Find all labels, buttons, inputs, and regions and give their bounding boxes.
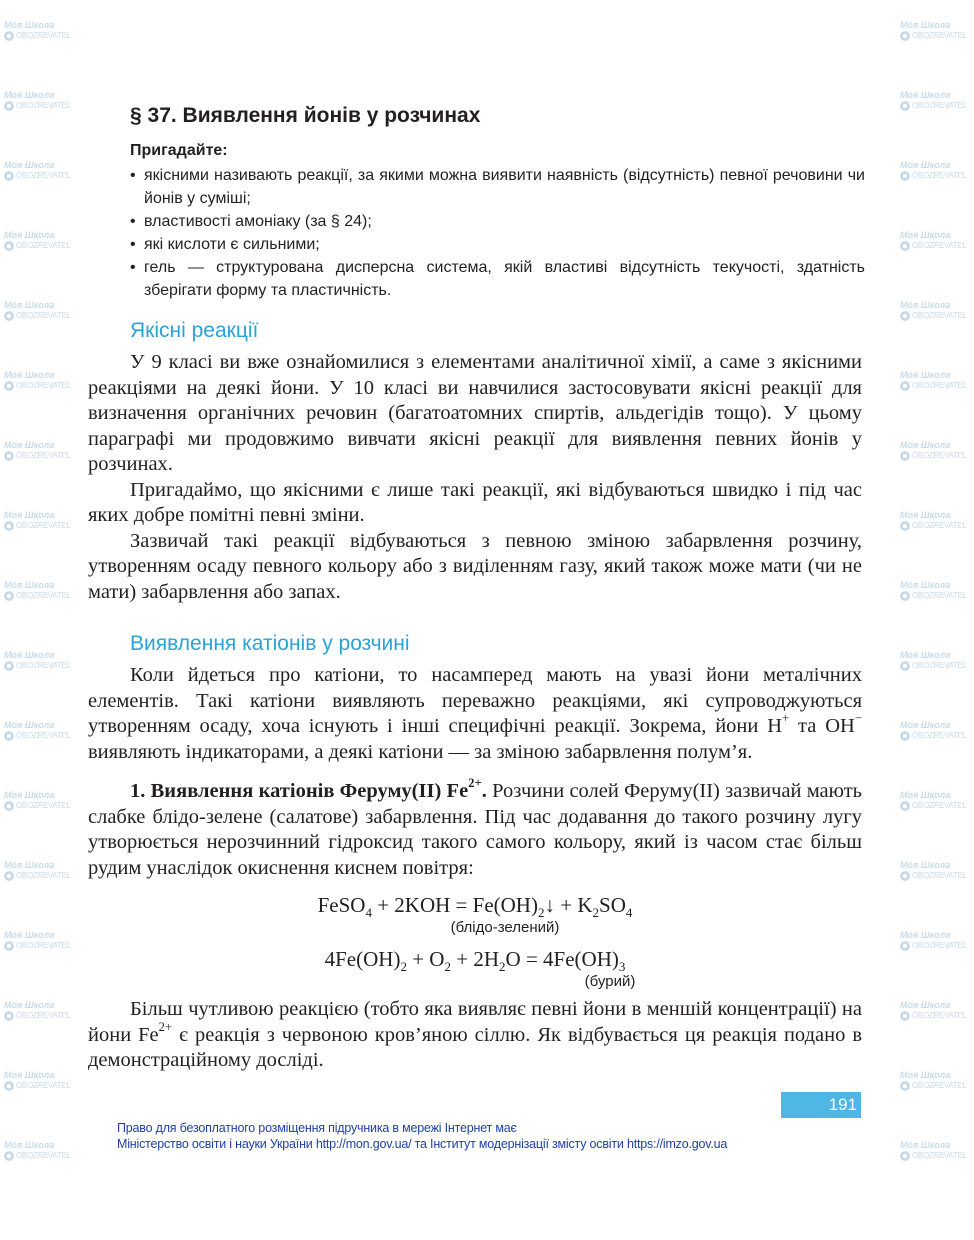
- watermark-school-text: Моя Школа: [900, 650, 951, 660]
- watermark-school-text: Моя Школа: [900, 20, 951, 30]
- watermark-school-text: Моя Школа: [900, 580, 951, 590]
- watermark-school-text: Моя Школа: [900, 790, 951, 800]
- equation-2: $4Fe(OH)_2 + O_2 + 2H_2O = 4Fe(OH)_3$: [324, 947, 626, 975]
- watermark-school-text: Моя Школа: [4, 860, 55, 870]
- remember-item: • якісними називають реакції, за якими можна виявити наявність (відсутність) певної речовини чи йонів у суміші;: [130, 164, 865, 210]
- watermark-brand-text: OBOZREVATEL: [16, 311, 71, 320]
- watermark-school-text: Моя Школа: [900, 1000, 951, 1010]
- watermark-school-text: Моя Школа: [900, 300, 951, 310]
- watermark-school-text: Моя Школа: [4, 1070, 55, 1080]
- watermark-school-text: Моя Школа: [4, 720, 55, 730]
- page-number: 191: [781, 1092, 861, 1118]
- footer-line-2: Міністерство освіти і науки України http://mon.gov.ua/ та Інститут модернізації змісту освіти https://imzo.gov.ua: [117, 1136, 728, 1151]
- watermark-brand-text: OBOZREVATEL: [16, 1011, 71, 1020]
- bullet-icon: •: [130, 259, 136, 276]
- remember-item: • властивості амоніаку (за § 24);: [130, 210, 865, 233]
- remember-item: • які кислоти є сильними;: [130, 233, 865, 256]
- watermark-brand-text: OBOZREVATEL: [912, 241, 967, 250]
- watermark-brand-text: OBOZREVATEL: [16, 661, 71, 670]
- watermark-school-text: Моя Школа: [4, 300, 55, 310]
- page-title: § 37. Виявлення йонів у розчинах: [130, 104, 481, 127]
- section-heading-qualitative-reactions: Якісні реакції: [130, 319, 259, 342]
- watermark-school-text: Моя Школа: [900, 930, 951, 940]
- watermark-school-text: Моя Школа: [900, 1140, 951, 1150]
- watermark-school-text: Моя Школа: [4, 790, 55, 800]
- footer-copyright: [117, 1120, 877, 1152]
- watermark-brand-text: OBOZREVATEL: [16, 381, 71, 390]
- watermark-brand-text: OBOZREVATEL: [912, 521, 967, 530]
- watermark-school-text: Моя Школа: [4, 440, 55, 450]
- watermark-brand-text: OBOZREVATEL: [912, 101, 967, 110]
- remember-box: [130, 141, 865, 302]
- equation-1: FeSO$_4$ + $2KOH = Fe(OH)_2↓ + K_2SO_4$: [317, 893, 633, 921]
- watermark-brand-text: OBOZREVATEL: [912, 731, 967, 740]
- watermark-brand-text: OBOZREVATEL: [912, 871, 967, 880]
- section2-intro: [88, 663, 862, 765]
- watermark-brand-text: OBOZREVATEL: [16, 731, 71, 740]
- watermark-brand-text: OBOZREVATEL: [912, 801, 967, 810]
- closing-text: [88, 997, 862, 1074]
- watermark-brand-text: OBOZREVATEL: [912, 171, 967, 180]
- paragraph: Зазвичай такі реакції відбуваються з певною зміною забарвлення розчину, утворенням осаду певного кольору або з виділенням газу, який також може мати (чи не мати) забарвлення або запах.: [88, 529, 862, 603]
- section1-text: [88, 350, 862, 605]
- watermark-school-text: Моя Школа: [900, 860, 951, 870]
- bullet-icon: •: [130, 213, 136, 230]
- section-heading-cation-detection: Виявлення катіонів у розчині: [130, 632, 410, 655]
- watermark-school-text: Моя Школа: [900, 370, 951, 380]
- equation-2-note: (бурий): [584, 973, 636, 990]
- watermark-brand-text: OBOZREVATEL: [912, 381, 967, 390]
- watermark-brand-text: OBOZREVATEL: [912, 311, 967, 320]
- watermark-school-text: Моя Школа: [4, 510, 55, 520]
- watermark-brand-text: OBOZREVATEL: [912, 1151, 967, 1160]
- paragraph: 1. Виявлення катіонів Феруму(II) $Fe^{2+}$. Розчини солей Феруму(II) зазвичай мають слабке блідо-зелене (салатове) забарвлення. Під час додавання до такого розчину лугу утворюється нерозчинний гідроксид такого самого кольору, який із часом стає більш рудим унаслідок окиснення киснем повітря:: [88, 776, 862, 879]
- watermark-brand-text: OBOZREVATEL: [912, 451, 967, 460]
- watermark-brand-text: OBOZREVATEL: [912, 661, 967, 670]
- watermark-brand-text: OBOZREVATEL: [16, 451, 71, 460]
- watermark-brand-text: OBOZREVATEL: [912, 941, 967, 950]
- item1-heading: 1. Виявлення катіонів Феруму(II) $Fe^{2+}$.: [130, 776, 487, 802]
- watermark-brand-text: OBOZREVATEL: [16, 101, 71, 110]
- watermark-brand-text: OBOZREVATEL: [16, 871, 71, 880]
- watermark-school-text: Моя Школа: [4, 160, 55, 170]
- watermark-school-text: Моя Школа: [900, 230, 951, 240]
- watermark-brand-text: OBOZREVATEL: [912, 1011, 967, 1020]
- watermark-school-text: Моя Школа: [4, 370, 55, 380]
- watermark-brand-text: OBOZREVATEL: [16, 801, 71, 810]
- watermark-brand-text: OBOZREVATEL: [16, 1081, 71, 1090]
- watermark-school-text: Моя Школа: [900, 1070, 951, 1080]
- bullet-icon: •: [130, 167, 136, 184]
- watermark-school-text: Моя Школа: [900, 90, 951, 100]
- watermark-brand-text: OBOZREVATEL: [912, 591, 967, 600]
- watermark-brand-text: OBOZREVATEL: [16, 591, 71, 600]
- watermark-school-text: Моя Школа: [900, 160, 951, 170]
- watermark-brand-text: OBOZREVATEL: [16, 241, 71, 250]
- item1-text: [88, 776, 862, 881]
- watermark-brand-text: OBOZREVATEL: [912, 31, 967, 40]
- watermark-brand-text: OBOZREVATEL: [16, 521, 71, 530]
- bullet-icon: •: [130, 236, 136, 253]
- watermark-school-text: Моя Школа: [4, 20, 55, 30]
- remember-list: [130, 164, 865, 302]
- watermark-school-text: Моя Школа: [4, 1140, 55, 1150]
- paragraph: Пригадаймо, що якісними є лише такі реакції, які відбуваються швидко і під час яких добре помітні певні зміни.: [88, 478, 862, 526]
- watermark-school-text: Моя Школа: [4, 230, 55, 240]
- paragraph: У 9 класі ви вже ознайомилися з елементами аналітичної хімії, а саме з якісними реакціями на деякі йони. У 10 класі ви навчилися застосовувати якісні реакції для визначення органічних речовин (багатоатомних спиртів, альдегідів тощо). У цьому параграфі ми продовжимо вивчати якісні реакції для виявлення певних йонів у розчинах.: [88, 351, 862, 475]
- equation-2-block: [88, 945, 862, 991]
- page-bottom: [0, 1092, 974, 1151]
- paragraph: Коли йдеться про катіони, то насамперед мають на увазі йони металічних елементів. Такі катіони виявляють переважно реакціями, які супроводжуються утворенням осаду, хоча існують і інші специфічні реакції. Зокрема, йони H+ та OH− виявляють індикаторами, а деякі катіони — за зміною забарвлення полум’я.: [88, 664, 862, 763]
- watermark-brand-text: OBOZREVATEL: [16, 171, 71, 180]
- watermark-school-text: Моя Школа: [4, 90, 55, 100]
- watermark-brand-text: OBOZREVATEL: [16, 941, 71, 950]
- watermark-school-text: Моя Школа: [900, 440, 951, 450]
- equation-1-note: (блідо-зелений): [450, 919, 560, 936]
- text-column: [88, 103, 865, 1074]
- watermark-school-text: Моя Школа: [4, 650, 55, 660]
- watermark-school-text: Моя Школа: [900, 510, 951, 520]
- watermark-school-text: Моя Школа: [4, 580, 55, 590]
- watermark-school-text: Моя Школа: [4, 1000, 55, 1010]
- watermark-brand-text: OBOZREVATEL: [16, 1151, 71, 1160]
- paragraph: Більш чутливою реакцією (тобто яка виявляє певні йони в меншій концентрації) на йони $Fe^{2+}$ є реакція з червоною кров’яною сіллю. Як відбувається ця реакція подано в демонстраційному досліді.: [88, 998, 862, 1071]
- remember-heading: Пригадайте:: [130, 142, 228, 159]
- remember-item: • гель — структурована дисперсна система, якій властиві відсутність текучості, здатність зберігати форму та пластичність.: [130, 256, 865, 302]
- watermark-brand-text: OBOZREVATEL: [16, 31, 71, 40]
- equation-1-block: [88, 891, 862, 937]
- watermark-school-text: Моя Школа: [4, 930, 55, 940]
- footer-line-1: Право для безоплатного розміщення підручника в мережі Інтернет має: [117, 1120, 517, 1135]
- watermark-school-text: Моя Школа: [900, 720, 951, 730]
- watermark-brand-text: OBOZREVATEL: [912, 1081, 967, 1090]
